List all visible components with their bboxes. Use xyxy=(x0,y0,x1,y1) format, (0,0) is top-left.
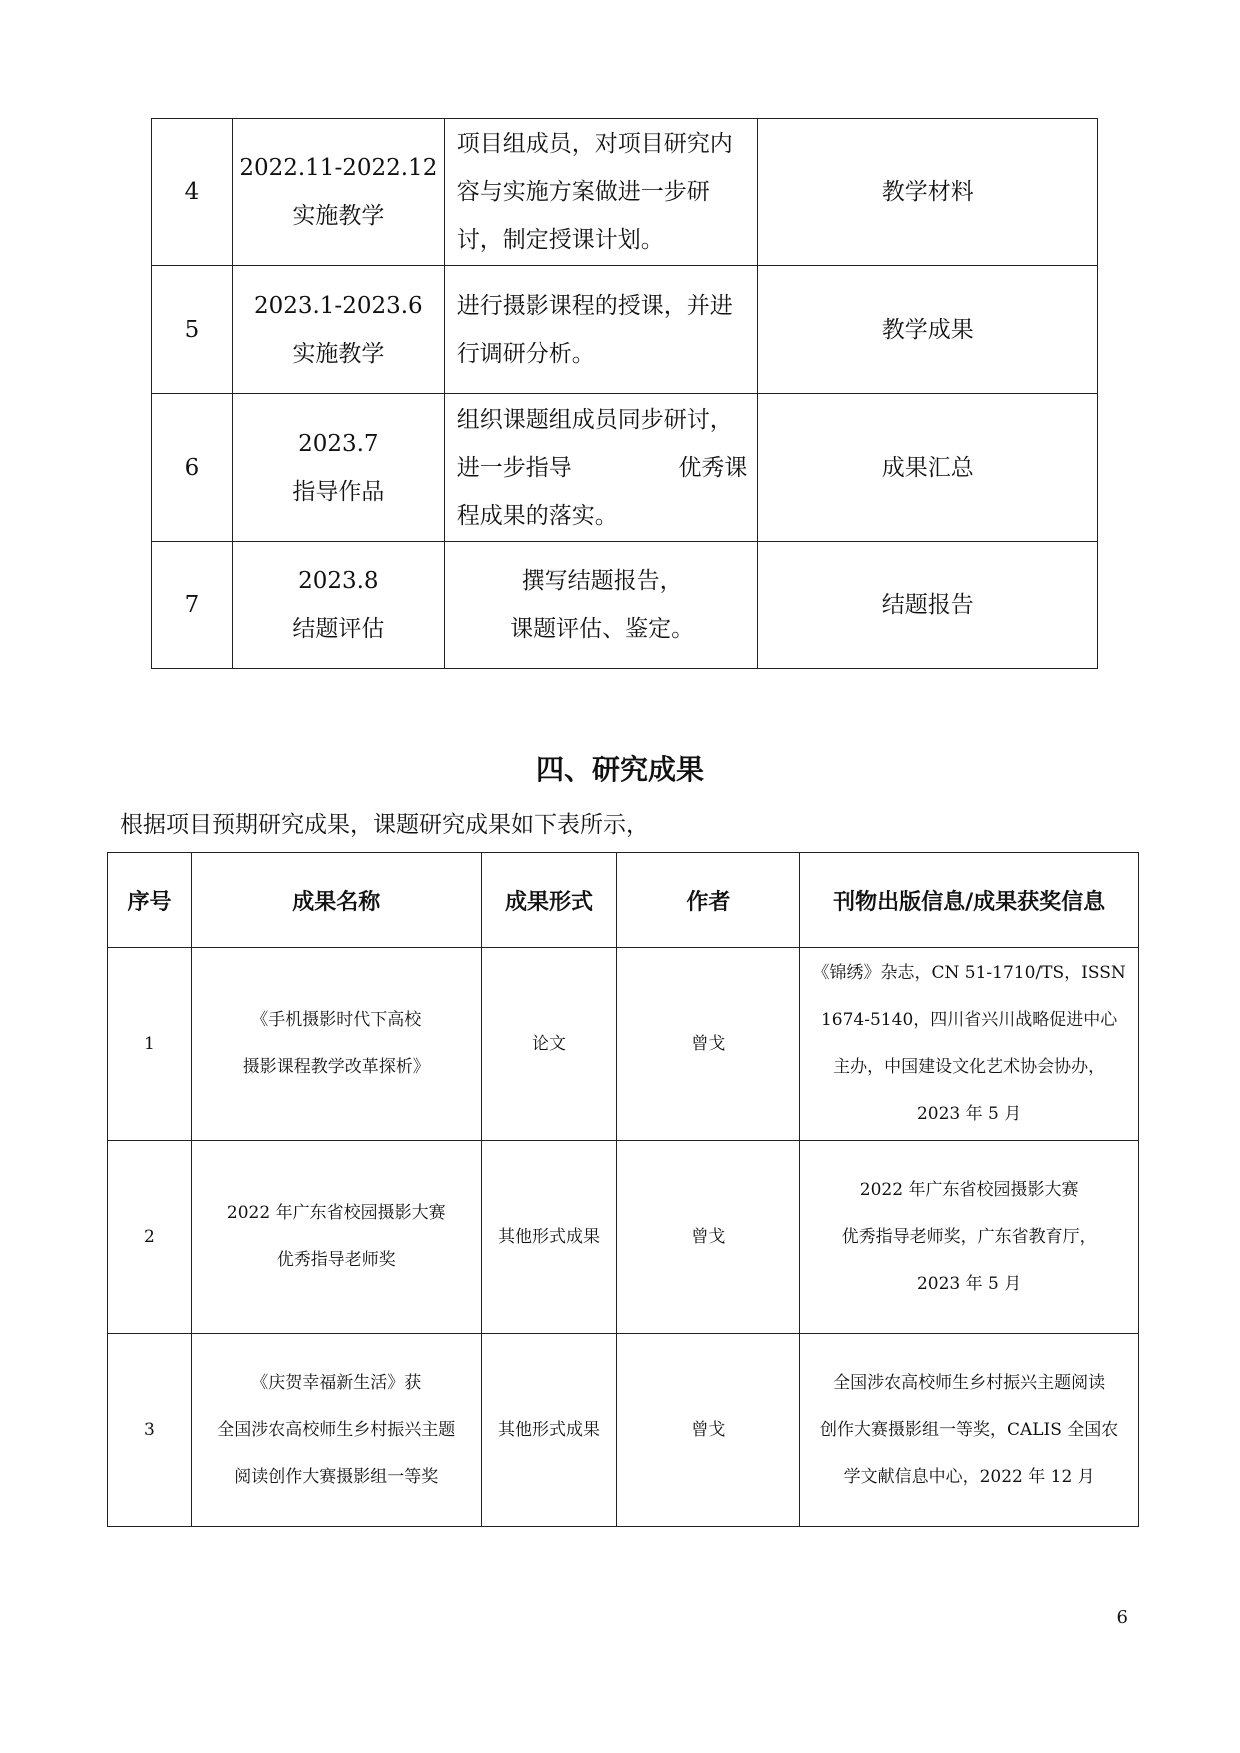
result-info xyxy=(800,948,1139,1141)
schedule-no: 7 xyxy=(152,542,233,669)
header-name: 成果名称 xyxy=(191,853,481,948)
schedule-date-phase xyxy=(232,394,444,542)
result-info xyxy=(800,1141,1139,1334)
result-name-line: 阅读创作大赛摄影组一等奖 xyxy=(234,1466,439,1487)
schedule-desc-fragment: 进一步指导 xyxy=(456,454,572,481)
header-form: 成果形式 xyxy=(481,853,617,948)
header-no: 序号 xyxy=(108,853,192,948)
schedule-row xyxy=(152,542,1098,669)
result-info-line: 《锦绣》杂志，CN 51-1710/TS，ISSN xyxy=(812,963,1126,983)
result-author: 曾戈 xyxy=(617,948,800,1141)
results-row xyxy=(108,1334,1139,1527)
schedule-no: 6 xyxy=(152,394,233,542)
schedule-date: 2023.8 xyxy=(298,568,379,594)
result-info-line: 优秀指导老师奖，广东省教育厅， xyxy=(841,1226,1097,1247)
schedule-phase: 指导作品 xyxy=(292,478,385,505)
schedule-desc-line: 进行摄影课程的授课，并进 xyxy=(456,292,733,319)
results-row xyxy=(108,948,1139,1141)
schedule-output: 教学成果 xyxy=(758,266,1098,394)
result-form: 其他形式成果 xyxy=(481,1334,617,1527)
schedule-phase: 结题评估 xyxy=(292,616,385,642)
results-table xyxy=(107,852,1139,1527)
result-name-line: 《手机摄影时代下高校 xyxy=(251,1010,422,1030)
schedule-desc-line: 项目组成员，对项目研究内 xyxy=(456,131,733,157)
schedule-desc-line: 程成果的落实。 xyxy=(456,502,618,529)
result-name-line: 2022 年广东省校园摄影大赛 xyxy=(226,1203,446,1223)
results-row xyxy=(108,1141,1139,1334)
schedule-output: 成果汇总 xyxy=(758,394,1098,542)
result-info-line: 主办，中国建设文化艺术协会协办， xyxy=(833,1057,1106,1077)
schedule-date-phase xyxy=(232,266,444,394)
result-name-line: 《庆贺幸福新生活》获 xyxy=(251,1372,422,1393)
schedule-output: 教学材料 xyxy=(758,119,1098,266)
result-form: 其他形式成果 xyxy=(481,1141,617,1334)
schedule-desc xyxy=(444,266,758,394)
schedule-table xyxy=(151,118,1098,669)
schedule-desc-line xyxy=(457,444,748,492)
result-author: 曾戈 xyxy=(617,1141,800,1334)
result-info xyxy=(800,1334,1139,1527)
schedule-desc xyxy=(444,394,758,542)
result-name xyxy=(191,948,481,1141)
result-info-line: 2023 年 5 月 xyxy=(916,1104,1022,1124)
result-name xyxy=(191,1141,481,1334)
schedule-date-phase xyxy=(232,542,444,669)
result-no: 2 xyxy=(108,1141,192,1334)
schedule-phase: 实施教学 xyxy=(292,203,385,229)
schedule-date: 2023.1-2023.6 xyxy=(253,292,423,319)
schedule-desc xyxy=(444,119,758,266)
result-info-line: 创作大赛摄影组一等奖，CALIS 全国农 xyxy=(819,1419,1119,1440)
schedule-row xyxy=(152,394,1098,542)
result-no: 1 xyxy=(108,948,192,1141)
result-info-line: 1674-5140，四川省兴川战略促进中心 xyxy=(820,1010,1118,1030)
result-name-line: 全国涉农高校师生乡村振兴主题 xyxy=(217,1419,456,1440)
results-header-row xyxy=(108,853,1139,948)
result-name xyxy=(191,1334,481,1527)
result-form: 论文 xyxy=(481,948,617,1141)
schedule-output: 结题报告 xyxy=(758,542,1098,669)
header-author: 作者 xyxy=(617,853,800,948)
section-title: 四、研究成果 xyxy=(535,753,704,786)
schedule-phase: 实施教学 xyxy=(292,340,385,367)
schedule-date: 2022.11-2022.12 xyxy=(239,155,438,181)
schedule-no: 4 xyxy=(152,119,233,266)
schedule-no: 5 xyxy=(152,266,233,394)
header-info: 刊物出版信息/成果获奖信息 xyxy=(800,853,1139,948)
result-info-line: 2022 年广东省校园摄影大赛 xyxy=(859,1179,1079,1200)
schedule-desc-fragment: 优秀课 xyxy=(678,454,748,481)
schedule-desc-line: 行调研分析。 xyxy=(456,340,595,367)
schedule-date: 2023.7 xyxy=(298,430,379,457)
result-no: 3 xyxy=(108,1334,192,1527)
result-info-line: 学文献信息中心，2022 年 12 月 xyxy=(843,1466,1095,1487)
schedule-row xyxy=(152,119,1098,266)
result-author: 曾戈 xyxy=(617,1334,800,1527)
schedule-desc-line: 讨，制定授课计划。 xyxy=(456,227,664,253)
page-number: 6 xyxy=(1116,1607,1128,1628)
schedule-desc-line: 组织课题组成员同步研讨， xyxy=(456,406,733,433)
result-name-line: 优秀指导老师奖 xyxy=(276,1250,396,1270)
schedule-desc-line: 容与实施方案做进一步研 xyxy=(456,179,710,205)
schedule-desc-line: 撰写结题报告， xyxy=(521,568,683,594)
result-name-line: 摄影课程教学改革探析》 xyxy=(242,1057,430,1077)
result-info-line: 全国涉农高校师生乡村振兴主题阅读 xyxy=(833,1372,1106,1393)
schedule-date-phase xyxy=(232,119,444,266)
schedule-desc-line: 课题评估、鉴定。 xyxy=(510,616,695,642)
schedule-row xyxy=(152,266,1098,394)
schedule-desc xyxy=(444,542,758,669)
result-info-line: 2023 年 5 月 xyxy=(916,1273,1022,1294)
intro-text: 根据项目预期研究成果，课题研究成果如下表所示， xyxy=(120,812,649,838)
